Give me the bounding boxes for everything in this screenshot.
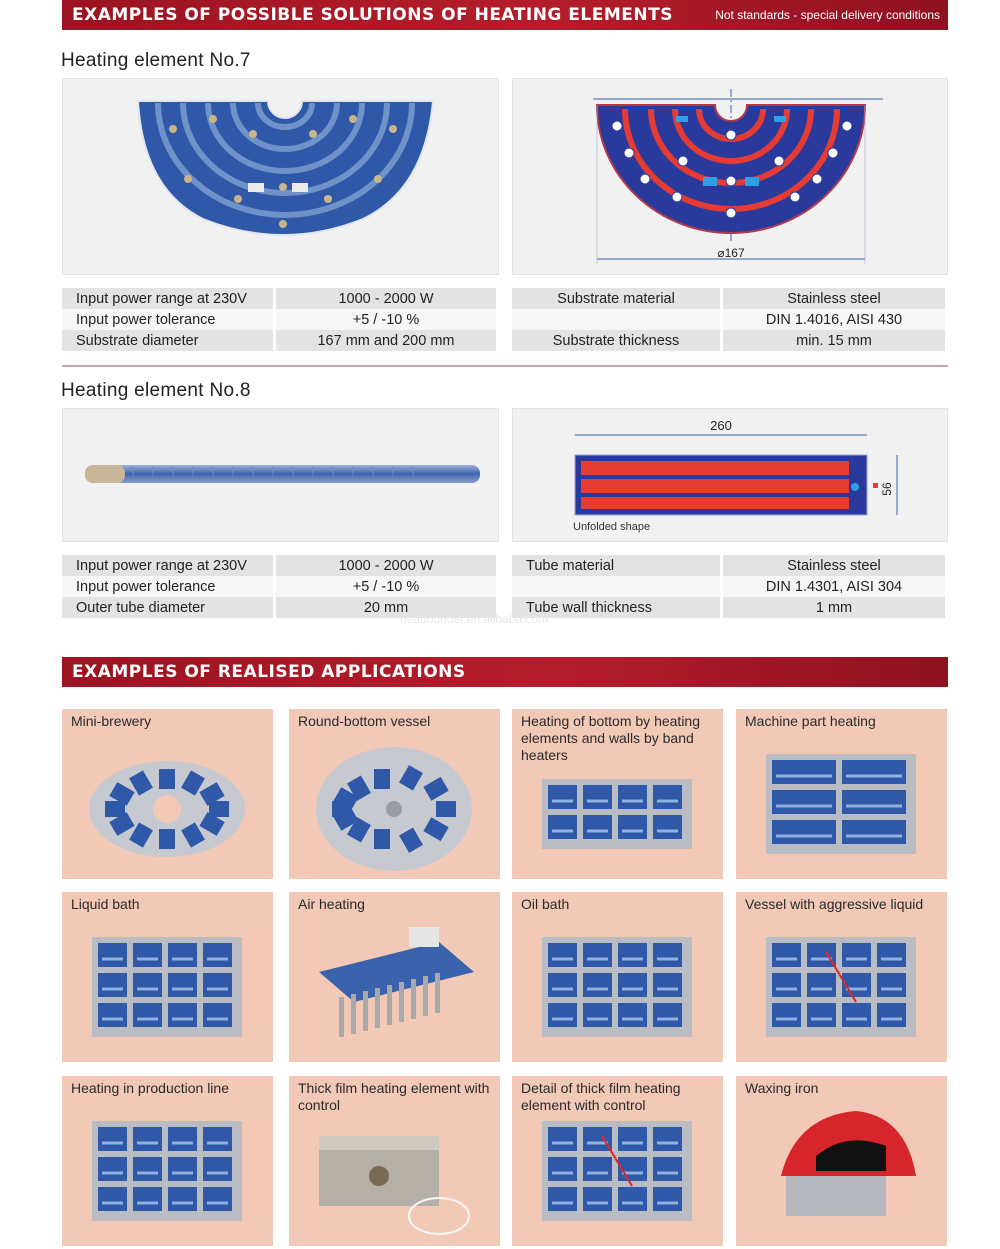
diameter-label: ⌀167 [717, 246, 745, 260]
spec-label [512, 576, 723, 597]
spec-value: Stainless steel [723, 555, 948, 576]
section-banner [62, 0, 948, 30]
spec-row [62, 309, 499, 330]
application-tile [736, 1076, 947, 1246]
element-7-drawing [512, 78, 948, 275]
spec-value: 1 mm [723, 597, 948, 618]
application-label: Machine part heating [745, 713, 876, 729]
application-label: Mini-brewery [71, 713, 152, 729]
element-8-heading: Heating element No.8 [61, 380, 251, 401]
section-title: EXAMPLES OF REALISED APPLICATIONS [72, 662, 466, 682]
spec-value: 1000 - 2000 W [276, 288, 499, 309]
application-tile [289, 1076, 500, 1246]
spec-label [512, 309, 723, 330]
application-tile [289, 892, 500, 1062]
application-tile [289, 709, 500, 879]
spec-label: Outer tube diameter [62, 597, 276, 618]
spec-value: Stainless steel [723, 288, 948, 309]
application-photo [62, 709, 273, 879]
application-photo [62, 1076, 273, 1246]
element-8-photo [62, 408, 499, 542]
application-tile [62, 709, 273, 879]
section-note: Not standards - special delivery conditions [715, 8, 940, 22]
application-label: Detail of thick film heating element with control [521, 1080, 681, 1113]
element-7-heading: Heating element No.7 [61, 50, 251, 71]
width-label: 260 [710, 418, 732, 433]
spec-value: 20 mm [276, 597, 499, 618]
spec-value: 1000 - 2000 W [276, 555, 499, 576]
spec-value: DIN 1.4301, AISI 304 [723, 576, 948, 597]
application-tile [512, 892, 723, 1062]
spec-row [512, 576, 948, 597]
application-photo [512, 892, 723, 1062]
spec-row [512, 288, 948, 309]
spec-label: Input power tolerance [62, 309, 276, 330]
application-label: Thick film heating element with control [298, 1080, 490, 1113]
application-photo [736, 1076, 947, 1246]
spec-label: Input power range at 230V [62, 288, 276, 309]
spec-row [512, 555, 948, 576]
height-label: 56 [880, 482, 894, 496]
application-photo [289, 709, 500, 879]
application-tile [512, 1076, 723, 1246]
spec-label: Input power tolerance [62, 576, 276, 597]
spec-row [512, 330, 948, 351]
spec-value: +5 / -10 % [276, 576, 499, 597]
application-photo [736, 709, 947, 879]
section-title: EXAMPLES OF POSSIBLE SOLUTIONS OF HEATING ELEMENTS [72, 5, 673, 25]
application-label: Oil bath [521, 896, 570, 912]
spec-label: Substrate material [512, 288, 723, 309]
application-label: Heating of bottom by heating elements and walls by band heaters [521, 713, 701, 763]
application-label: Liquid bath [71, 896, 140, 912]
spec-value: +5 / -10 % [276, 309, 499, 330]
application-photo [62, 892, 273, 1062]
element-8-drawing [512, 408, 948, 542]
spec-row [62, 288, 499, 309]
element-7-photo [62, 78, 499, 275]
spec-row [512, 597, 948, 618]
spec-label: Substrate thickness [512, 330, 723, 351]
unfolded-label: Unfolded shape [573, 521, 651, 533]
application-tile [62, 892, 273, 1062]
element-8-spec-left [62, 555, 499, 618]
spec-label: Input power range at 230V [62, 555, 276, 576]
element-7-spec-right [512, 288, 948, 351]
spec-label: Tube material [512, 555, 723, 576]
spec-row [512, 309, 948, 330]
spec-row [62, 330, 499, 351]
element-7-spec-left [62, 288, 499, 351]
application-photo [289, 892, 500, 1062]
spec-row [62, 576, 499, 597]
spec-row [62, 555, 499, 576]
spec-label: Substrate diameter [62, 330, 276, 351]
section-divider [62, 365, 948, 367]
application-label: Waxing iron [745, 1080, 819, 1096]
spec-value: 167 mm and 200 mm [276, 330, 499, 351]
application-label: Vessel with aggressive liquid [745, 896, 924, 912]
watermark: heatfounder.en.alibaba.com [400, 612, 549, 626]
application-tile [736, 709, 947, 879]
application-label: Heating in production line [71, 1080, 229, 1096]
application-tile [512, 709, 723, 879]
application-tile [736, 892, 947, 1062]
spec-value: min. 15 mm [723, 330, 948, 351]
application-label: Air heating [298, 896, 365, 912]
section-banner [62, 657, 948, 687]
spec-label: Tube wall thickness [512, 597, 723, 618]
spec-value: DIN 1.4016, AISI 430 [723, 309, 948, 330]
application-tile [62, 1076, 273, 1246]
application-photo [736, 892, 947, 1062]
application-label: Round-bottom vessel [298, 713, 431, 729]
element-8-spec-right [512, 555, 948, 618]
